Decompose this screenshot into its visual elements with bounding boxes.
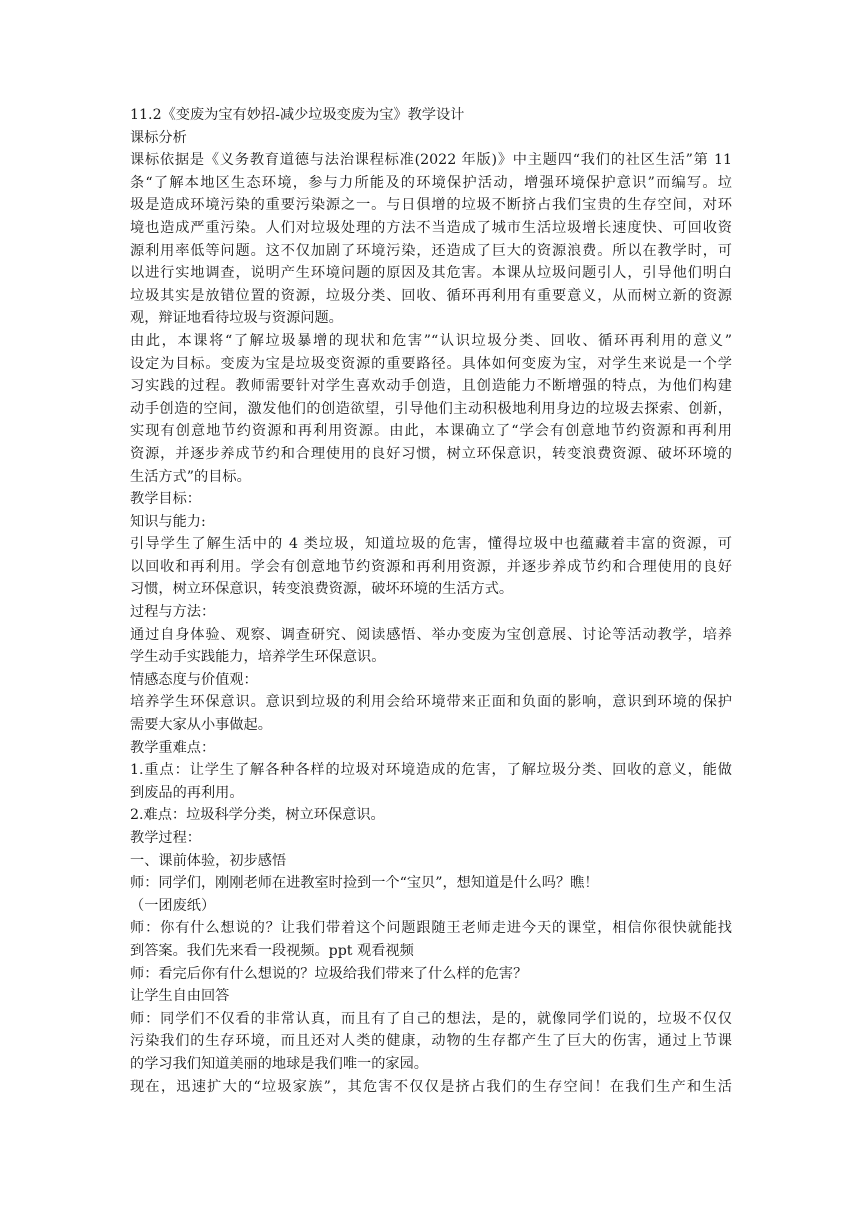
text-line: 条“了解本地区生态环境，参与力所能及的环境保护活动，增强环境保护意识”而编写。垃 [130,174,732,191]
text-line: 由此，本课将“了解垃圾暴增的现状和危害”“认识垃圾分类、回收、循环再利用的意义” [130,332,732,349]
text-line: 课标依据是《义务教育道德与法治课程标准(2022 年版)》中主题四“我们的社区生活”第 11 [130,152,732,169]
text-line: 学生动手实践能力，培养学生环保意识。 [130,649,386,666]
text-line: 现在，迅速扩大的“垃圾家族”，其危害不仅仅是挤占我们的生存空间！在我们生产和生活 [130,1078,732,1095]
text-line: 到废品的再利用。 [130,784,244,801]
text-line: 以回收和再利用。学会有创意地节约资源和再利用资源，并逐步养成节约和合理使用的良好 [130,558,732,575]
text-line: （一团废纸） [130,897,216,914]
text-line: 需要大家从小事做起。 [130,717,272,734]
text-line: 1.重点：让学生了解各种各样的垃圾对环境造成的危害，了解垃圾分类、回收的意义，能做 [130,762,732,779]
text-line: 资源，并逐步养成节约和合理使用的良好习惯，树立环保意识，转变浪费资源、破坏环境的 [130,445,732,462]
text-line: 师：同学们不仅看的非常认真，而且有了自己的想法，是的，就像同学们说的，垃圾不仅仅 [130,1010,732,1027]
text-line: 2.难点：垃圾科学分类，树立环保意识。 [130,807,385,824]
text-line: 课标分析 [130,129,187,146]
text-line: 观，辩证地看待垃圾与资源问题。 [130,310,343,327]
text-line: 实现有创意地节约资源和再利用资源。由此，本课确立了“学会有创意地节约资源和再利用 [130,423,732,440]
text-line: 圾是造成环境污染的重要污染源之一。与日俱增的垃圾不断挤占我们宝贵的生存空间，对环 [130,197,732,214]
text-line: 垃圾其实是放错位置的资源，垃圾分类、回收、循环再利用有重要意义，从而树立新的资源 [130,287,732,304]
text-line: 引导学生了解生活中的 4 类垃圾，知道垃圾的危害，懂得垃圾中也蕴藏着丰富的资源，可 [130,536,732,553]
text-line: 污染我们的生存环境，而且还对人类的健康，动物的生存都产生了巨大的伤害，通过上节课 [130,1033,732,1050]
document-title: 11.2《变废为宝有妙招-减少垃圾变废为宝》教学设计 [130,107,465,123]
text-line: 通过自身体验、观察、调查研究、阅读感悟、举办变废为宝创意展、讨论等活动教学，培养 [130,626,732,643]
text-line: 知识与能力: [130,513,206,530]
text-line: 过程与方法： [130,604,216,621]
text-line: 教学过程： [130,830,201,846]
text-line: 师：你有什么想说的？让我们带着这个问题跟随王老师走进今天的课堂，相信你很快就能找 [130,920,732,937]
text-line: 习实践的过程。教师需要针对学生喜欢动手创造，且创造能力不断增强的特点，为他们构建 [130,378,732,395]
text-line: 习惯，树立环保意识，转变浪费资源，破坏环境的生活方式。 [130,581,514,598]
text-line: 以进行实地调查，说明产生环境问题的原因及其危害。本课从垃圾问题引人，引导他们明白 [130,265,732,282]
text-line: 动手创造的空间，激发他们的创造欲望，引导他们主动积极地利用身边的垃圾去探索、创新， [130,400,732,417]
text-line: 师：同学们，刚刚老师在进教室时捡到一个“宝贝”，想知道是什么吗？瞧！ [130,875,599,892]
text-line: 情感态度与价值观： [130,671,258,688]
text-line: 让学生自由回答 [130,988,230,1005]
text-line: 教学目标： [130,491,201,508]
text-line: 设定为目标。变废为宝是垃圾变资源的重要路径。具体如何变废为宝，对学生来说是一个学 [130,355,732,372]
text-line: 培养学生环保意识。意识到垃圾的利用会给环境带来正面和负面的影响，意识到环境的保护 [130,694,732,711]
text-line: 的学习我们知道美丽的地球是我们唯一的家园。 [130,1055,428,1072]
text-line: 教学重难点： [130,739,216,756]
text-line: 生活方式”的目标。 [130,468,251,485]
text-line: 源利用率低等问题。这不仅加剧了环境污染，还造成了巨大的资源浪费。所以在教学时，可 [130,242,732,259]
text-line: 到答案。我们先来看一段视频。ppt 观看视频 [130,942,414,959]
document-page [130,104,732,1098]
text-line: 师：看完后你有什么想说的？垃圾给我们带来了什么样的危害？ [130,965,528,982]
text-line: 境也造成严重污染。人们对垃圾处理的方法不当造成了城市生活垃圾增长速度快、可回收资 [130,219,732,236]
text-line: 一、课前体验，初步感悟 [130,852,287,869]
